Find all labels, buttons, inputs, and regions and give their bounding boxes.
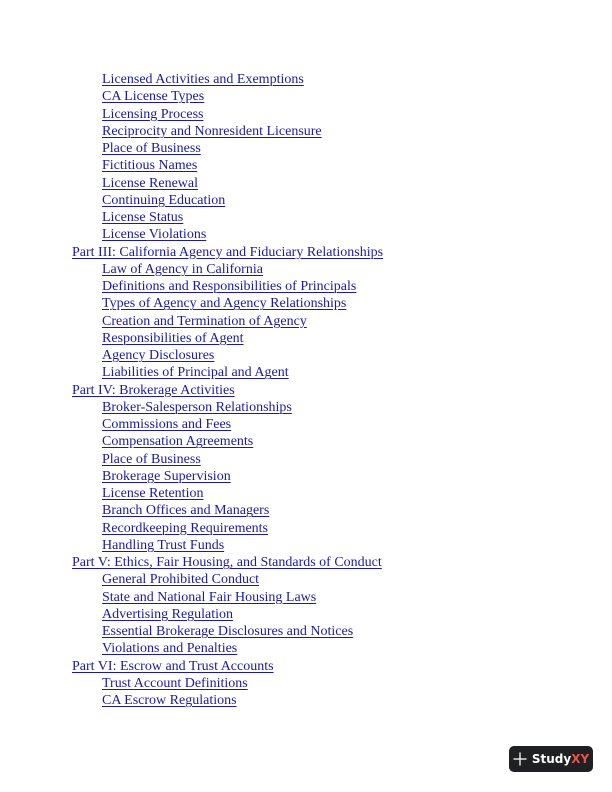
toc-section-link[interactable]: Place of Business [102, 451, 201, 467]
toc-section-link[interactable]: License Retention [102, 486, 204, 501]
toc-part-link[interactable]: Part V: Ethics, Fair Housing, and Standards of Conduct [72, 555, 382, 570]
brand-xy: XY [571, 752, 590, 766]
toc-section-link[interactable]: Agency Disclosures [102, 348, 215, 363]
toc-part-link[interactable]: Part VI: Escrow and Trust Accounts [72, 658, 274, 674]
toc-section-link[interactable]: Branch Offices and Managers [102, 503, 270, 519]
toc-section-link[interactable]: Fictitious Names [102, 158, 198, 174]
table-of-contents [72, 71, 592, 709]
studyxy-logo-text [532, 746, 589, 772]
toc-section-link[interactable]: Licensing Process [102, 106, 204, 122]
toc-section-link[interactable]: Law of Agency in California [102, 261, 263, 277]
toc-section-link[interactable]: General Prohibited Conduct [102, 572, 260, 588]
toc-section-link[interactable]: CA License Types [102, 89, 205, 105]
toc-section-link[interactable]: Commissions and Fees [102, 417, 232, 432]
toc-part-link[interactable]: Part III: California Agency and Fiduciary Relationships [72, 244, 384, 260]
toc-section-link[interactable]: Brokerage Supervision [102, 468, 231, 484]
toc-part-link[interactable]: Part IV: Brokerage Activities [72, 382, 235, 398]
toc-section-link[interactable]: Trust Account Definitions [102, 675, 248, 691]
toc-section-link[interactable]: Creation and Termination of Agency [102, 313, 307, 329]
brand-study: Study [531, 752, 572, 766]
toc-section-link[interactable]: License Violations [102, 227, 207, 243]
toc-section-link[interactable]: Handling Trust Funds [102, 537, 225, 553]
toc-section-link[interactable]: Place of Business [102, 141, 201, 156]
toc-section-link[interactable]: License Status [102, 210, 184, 225]
toc-section-link[interactable]: CA Escrow Regulations [102, 693, 237, 708]
toc-section-link[interactable]: Recordkeeping Requirements [102, 520, 269, 536]
toc-section-link[interactable]: Responsibilities of Agent [102, 330, 244, 346]
toc-section-link[interactable]: Continuing Education [102, 192, 226, 208]
toc-section-link[interactable]: Compensation Agreements [102, 434, 254, 450]
toc-section-link[interactable]: Types of Agency and Agency Relationships [102, 296, 347, 312]
toc-section-link[interactable]: Reciprocity and Nonresident Licensure [102, 123, 322, 139]
toc-section-link[interactable]: Essential Brokerage Disclosures and Notices [102, 624, 354, 639]
toc-section-link[interactable]: License Renewal [102, 175, 199, 191]
toc-section-link[interactable]: Violations and Penalties [102, 641, 238, 657]
plus-icon [513, 751, 527, 767]
toc-section-link[interactable]: Broker-Salesperson Relationships [102, 399, 292, 415]
studyxy-badge[interactable] [509, 746, 593, 772]
toc-section-link[interactable]: Advertising Regulation [102, 606, 234, 622]
toc-section-link[interactable]: Definitions and Responsibilities of Principals [102, 279, 357, 294]
toc-section-link[interactable]: State and National Fair Housing Laws [102, 589, 317, 605]
toc-section-link[interactable]: Licensed Activities and Exemptions [102, 72, 304, 87]
toc-section-link[interactable]: Liabilities of Principal and Agent [102, 365, 289, 381]
